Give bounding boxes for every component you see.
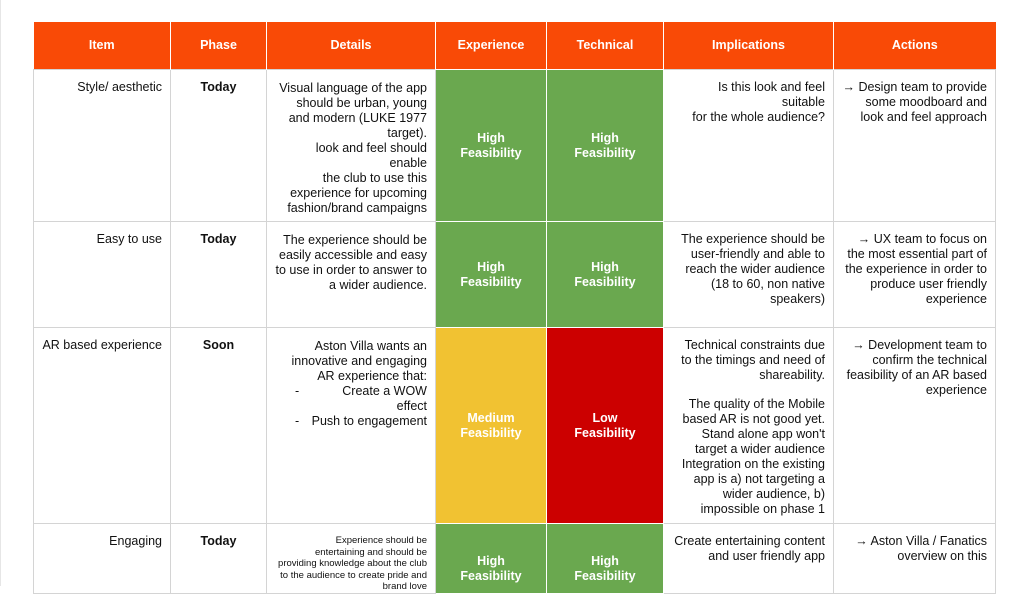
details-line: brand love xyxy=(382,581,427,592)
implications-line: target a wider audience xyxy=(695,442,825,456)
details-line: to the audience to create pride and xyxy=(280,569,427,581)
phase-cell: Today xyxy=(171,222,267,328)
details-line: providing knowledge about the club xyxy=(278,558,427,569)
feasibility-level: High xyxy=(477,259,505,274)
table-row xyxy=(34,524,996,594)
actions-line: produce user friendly xyxy=(870,277,987,291)
details-line: experience for upcoming xyxy=(290,186,427,200)
implications-cell xyxy=(664,328,834,524)
implications-cell xyxy=(664,524,834,594)
technical-feasibility-badge xyxy=(547,222,664,328)
implications-line: Technical constraints due xyxy=(684,338,825,352)
actions-line: experience xyxy=(925,383,987,397)
actions-line: → Development team to xyxy=(852,338,987,352)
implications-cell xyxy=(664,70,834,222)
details-line: the club to use this xyxy=(322,171,427,185)
implications-line: reach the wider audience xyxy=(685,262,825,276)
implications-line: Stand alone app won't xyxy=(701,427,825,441)
feasibility-word: Feasibility xyxy=(460,274,522,289)
implications-line: based AR is not good yet. xyxy=(682,412,825,426)
feasibility-level: Low xyxy=(592,410,618,425)
details-cell xyxy=(267,70,436,222)
experience-feasibility-badge xyxy=(436,328,547,524)
implications-line: user-friendly and able to xyxy=(690,247,825,261)
header-item: Item xyxy=(34,22,171,70)
actions-cell xyxy=(834,222,996,328)
feasibility-level: High xyxy=(477,554,505,568)
details-line: Experience should be xyxy=(335,535,427,546)
details-line: innovative and engaging xyxy=(291,354,427,368)
details-line: Visual language of the app xyxy=(279,81,427,95)
technical-feasibility-badge xyxy=(547,328,664,524)
phase-cell: Today xyxy=(171,70,267,222)
header-implications: Implications xyxy=(664,22,834,70)
actions-cell xyxy=(834,524,996,594)
implications-line: Create entertaining content xyxy=(674,534,825,548)
actions-line: the experience in order to xyxy=(845,262,987,276)
experience-feasibility-badge xyxy=(436,524,547,594)
header-phase: Phase xyxy=(171,22,267,70)
item-cell: Engaging xyxy=(34,524,171,594)
header-experience: Experience xyxy=(436,22,547,70)
implications-line: wider audience, b) xyxy=(722,487,825,501)
phase-cell: Today xyxy=(171,524,267,594)
feasibility-level: High xyxy=(591,259,619,274)
table-row xyxy=(34,70,996,222)
implications-line: and user friendly app xyxy=(708,549,825,563)
actions-cell xyxy=(834,328,996,524)
item-cell: Easy to use xyxy=(34,222,171,328)
implications-line: Is this look and feel suitable xyxy=(717,80,825,109)
details-line: a wider audience. xyxy=(329,278,427,292)
details-cell xyxy=(267,222,436,328)
actions-line: → UX team to focus on xyxy=(857,232,987,246)
actions-line: → Design team to provide xyxy=(842,80,987,94)
actions-line: overview on this xyxy=(897,549,987,563)
feasibility-word: Feasibility xyxy=(460,569,522,583)
actions-line: experience xyxy=(925,292,987,306)
technical-feasibility-badge xyxy=(547,524,664,594)
actions-line: feasibility of an AR based xyxy=(846,368,987,382)
details-bullet xyxy=(275,414,427,429)
implications-line: shareability. xyxy=(759,368,825,382)
actions-line: the most essential part of xyxy=(847,247,987,261)
actions-line: confirm the technical xyxy=(872,353,987,367)
details-line: to use in order to answer to xyxy=(275,263,427,277)
actions-cell xyxy=(834,70,996,222)
feasibility-word: Feasibility xyxy=(574,145,636,160)
bullet-dash: - xyxy=(295,414,300,428)
feasibility-level: High xyxy=(477,130,505,145)
details-cell xyxy=(267,328,436,524)
implications-line: speakers) xyxy=(770,292,825,306)
bullet-text: Create a WOW xyxy=(342,384,427,398)
actions-line: some moodboard and xyxy=(865,95,987,109)
feasibility-word: Feasibility xyxy=(460,425,522,440)
phase-cell: Soon xyxy=(171,328,267,524)
details-line: and modern (LUKE 1977 xyxy=(288,111,427,125)
implications-line: app is a) not targeting a xyxy=(693,472,825,486)
implications-line: impossible on phase 1 xyxy=(700,502,825,516)
implications-line: for the whole audience? xyxy=(692,110,825,124)
feasibility-level: High xyxy=(591,130,619,145)
header-actions: Actions xyxy=(834,22,996,70)
table-row xyxy=(34,328,996,524)
feasibility-word: Feasibility xyxy=(574,274,636,289)
feasibility-word: Feasibility xyxy=(574,425,636,440)
details-line: entertaining and should be xyxy=(315,546,427,558)
details-line: easily accessible and easy xyxy=(279,248,427,262)
implications-line: to the timings and need of xyxy=(681,353,825,367)
implications-line: Integration on the existing xyxy=(681,457,825,471)
feasibility-level: Medium xyxy=(467,410,515,425)
details-cell xyxy=(267,524,436,594)
bullet-text: Push to engagement xyxy=(311,414,427,428)
header-technical: Technical xyxy=(547,22,664,70)
header-row xyxy=(34,22,996,70)
details-bullet xyxy=(275,384,427,399)
experience-feasibility-badge xyxy=(436,222,547,328)
details-line: The experience should be xyxy=(283,233,427,247)
feasibility-table xyxy=(33,22,996,594)
header-details: Details xyxy=(267,22,436,70)
bullet-dash: - xyxy=(295,384,300,398)
left-edge-rule xyxy=(0,0,1,586)
actions-line: → Aston Villa / Fanatics xyxy=(855,534,987,548)
implications-line: (18 to 60, non native xyxy=(711,277,825,291)
technical-feasibility-badge xyxy=(547,70,664,222)
feasibility-word: Feasibility xyxy=(460,145,522,160)
details-line: target). xyxy=(387,126,427,140)
details-line: fashion/brand campaigns xyxy=(287,201,427,215)
feasibility-word: Feasibility xyxy=(574,569,636,583)
experience-feasibility-badge xyxy=(436,70,547,222)
details-line: look and feel should enable xyxy=(315,141,427,170)
details-line: effect xyxy=(396,399,427,413)
details-line: should be urban, young xyxy=(296,96,427,110)
details-line: AR experience that: xyxy=(317,369,427,383)
paragraph-gap xyxy=(672,383,825,397)
table-row xyxy=(34,222,996,328)
item-cell: AR based experience xyxy=(34,328,171,524)
implications-line: The experience should be xyxy=(681,232,825,246)
implications-cell xyxy=(664,222,834,328)
details-line: Aston Villa wants an xyxy=(314,339,427,353)
actions-line: look and feel approach xyxy=(860,110,987,124)
item-cell: Style/ aesthetic xyxy=(34,70,171,222)
implications-line: The quality of the Mobile xyxy=(688,397,825,411)
feasibility-level: High xyxy=(591,554,619,568)
